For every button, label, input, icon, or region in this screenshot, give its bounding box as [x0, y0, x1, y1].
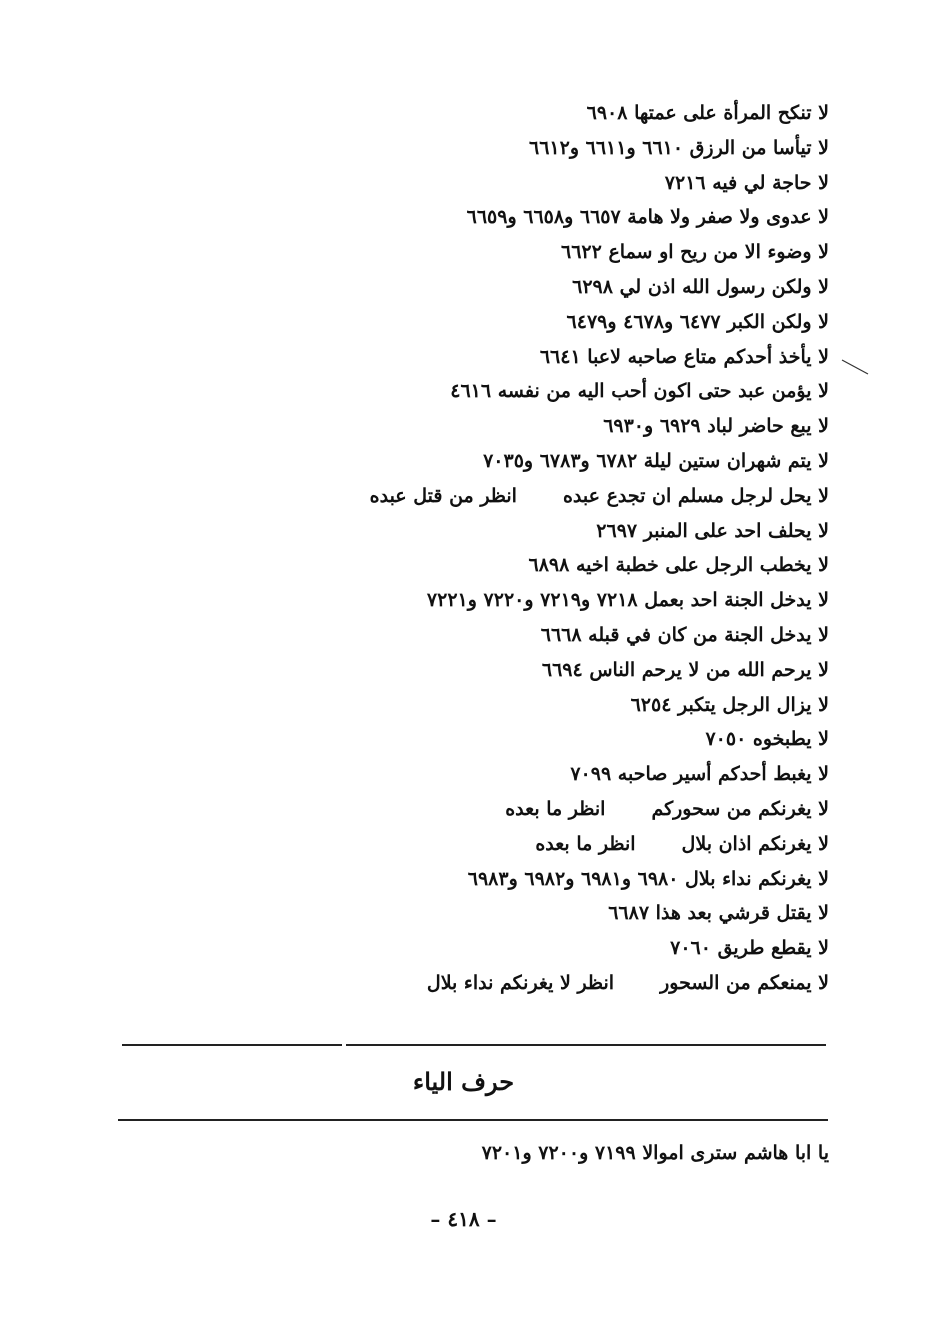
section-divider-left	[122, 1044, 342, 1046]
entry-text: لا ولكن رسول الله اذن لي ٦٢٩٨	[572, 275, 829, 298]
entry-text: لا يزال الرجل يتكبر ٦٢٥٤	[630, 693, 829, 716]
index-entry	[269, 96, 829, 131]
index-entry	[269, 583, 829, 618]
entry-text: لا يدخل الجنة من كان في قبله ٦٦٦٨	[540, 623, 829, 646]
entry-text: لا تيأسا من الرزق ٦٦١٠ و٦٦١١ و٦٦١٢	[528, 136, 829, 159]
cross-reference: انظر ما بعده	[535, 832, 636, 855]
entry-text: لا يؤمن عبد حتى اكون أحب اليه من نفسه ٤٦١٦	[450, 380, 829, 403]
entry-text: لا يدخل الجنة احد بعمل ٧٢١٨ و٧٢١٩ و٧٢٢٠ و٧٢٢١	[426, 589, 829, 612]
index-entry	[269, 514, 829, 549]
index-entry	[269, 653, 829, 688]
entry-text: لا وضوء الا من ريح او سماع ٦٦٢٢	[561, 241, 829, 264]
index-entry	[269, 305, 829, 340]
entry-text: لا يغرنكم من سحوركم	[651, 797, 829, 820]
entry-text: لا حاجة لي فيه ٧٢١٦	[664, 171, 829, 194]
entry-text: لا يقطع طريق ٧٠٦٠	[670, 937, 829, 960]
index-entry	[269, 548, 829, 583]
entry-text: لا يحل لرجل مسلم ان تجدع عبده	[562, 484, 829, 507]
index-entry	[269, 235, 829, 270]
index-entry	[269, 166, 829, 201]
index-entry	[269, 827, 829, 862]
cross-reference: انظر لا يغرنكم نداء بلال	[426, 971, 615, 994]
index-entry	[269, 931, 829, 966]
entry-text: لا يبع حاضر لباد ٦٩٢٩ و٦٩٣٠	[603, 415, 829, 438]
index-entry	[269, 374, 829, 409]
section-divider-right	[346, 1044, 826, 1046]
entry-text: لا ولكن الكبر ٦٤٧٧ و٤٦٧٨ و٦٤٧٩	[566, 310, 829, 333]
index-entry	[269, 340, 829, 375]
index-entry	[269, 792, 829, 827]
entry-text: لا يخطب الرجل على خطبة اخيه ٦٨٩٨	[528, 554, 829, 577]
entry-text: لا يأخذ أحدكم متاع صاحبه لاعبا ٦٦٤١	[539, 345, 829, 368]
entry-text: لا يمنعكم من السحور	[660, 971, 829, 994]
entry-text: لا يتم شهران ستين ليلة ٦٧٨٢ و٦٧٨٣ و٧٠٣٥	[483, 449, 829, 472]
cross-reference: انظر ما بعده	[505, 797, 606, 820]
index-entry	[269, 722, 829, 757]
index-entry	[269, 757, 829, 792]
section-entry: يا ابا هاشم سترى اموالا ٧١٩٩ و٧٢٠٠ و٧٢٠١	[481, 1142, 829, 1164]
entry-text: لا يغبط أحدكم أسير صاحبه ٧٠٩٩	[570, 763, 829, 786]
page-number: – ٤١٨ –	[430, 1207, 497, 1231]
index-entry	[269, 409, 829, 444]
index-entry	[269, 479, 829, 514]
index-entry	[269, 444, 829, 479]
index-entry	[269, 131, 829, 166]
index-entry	[269, 688, 829, 723]
section-divider-bottom	[118, 1119, 828, 1121]
index-entry	[269, 270, 829, 305]
entry-text: لا يقتل قرشي بعد هذا ٦٦٨٧	[608, 902, 829, 925]
cross-reference: انظر من قتل عبده	[369, 484, 517, 507]
entry-text: لا يطبخوه ٧٠٥٠	[705, 728, 829, 751]
index-entry	[269, 200, 829, 235]
index-entry	[269, 618, 829, 653]
index-entry	[269, 896, 829, 931]
section-heading: حرف الياء	[412, 1067, 515, 1096]
entry-text: لا يغرنكم نداء بلال ٦٩٨٠ و٦٩٨١ و٦٩٨٢ و٦٩٨٣	[467, 867, 829, 890]
entry-text: لا عدوى ولا صفر ولا هامة ٦٦٥٧ و٦٦٥٨ و٦٦٥٩	[466, 206, 829, 229]
index-entry	[269, 966, 829, 1001]
margin-tick-mark	[840, 356, 870, 376]
entry-text: لا يحلف احد على المنبر ٢٦٩٧	[596, 519, 829, 542]
entry-text: لا يرحم الله من لا يرحم الناس ٦٦٩٤	[541, 658, 829, 681]
entry-text: لا تنكح المرأة على عمتها ٦٩٠٨	[586, 102, 829, 124]
index-entries	[269, 96, 829, 1001]
index-entry	[269, 862, 829, 897]
entry-text: لا يغرنكم اذان بلال	[681, 832, 829, 855]
